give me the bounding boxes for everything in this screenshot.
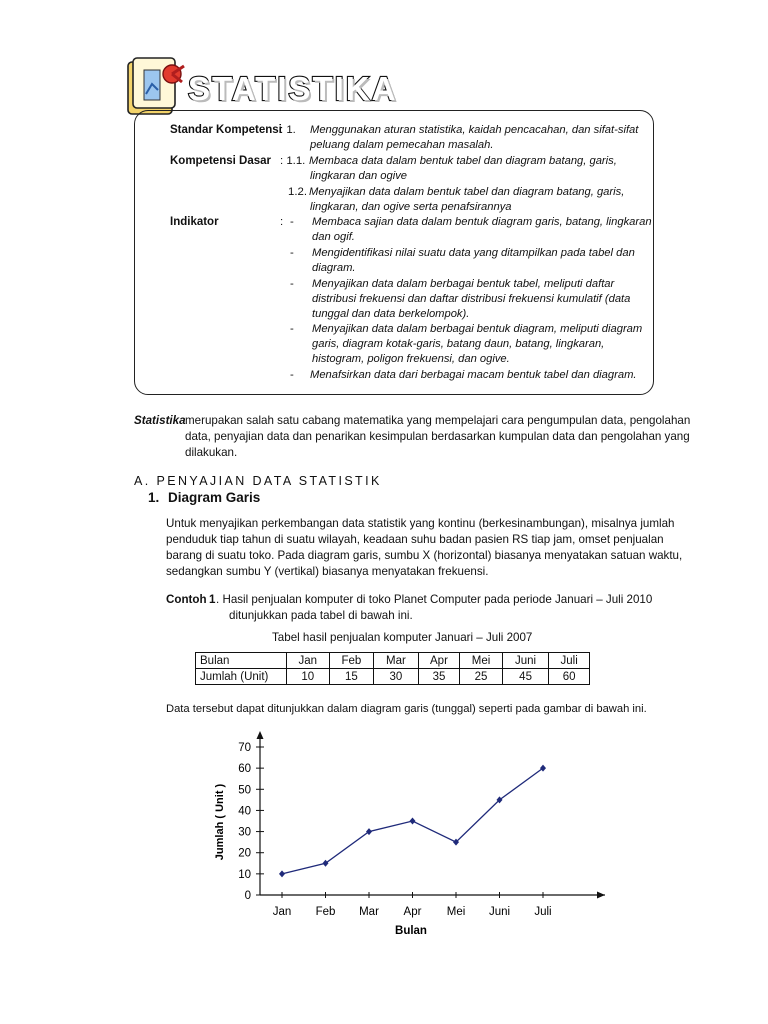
kd-2-text-1: Menyajikan data dalam bentuk tabel dan diagram batang, garis, bbox=[309, 186, 625, 198]
section-paragraph-line: Untuk menyajikan perkembangan data statistik yang kontinu (berkesinambungan), misalnya jumlah bbox=[166, 517, 675, 530]
table-cell: Jan bbox=[287, 653, 330, 669]
indicator-line: dan ogif. bbox=[312, 231, 355, 243]
standar-text-1: Menggunakan aturan statistika, kaidah pencacahan, dan sifat-sifat bbox=[310, 124, 639, 136]
x-tick-label: Feb bbox=[315, 906, 336, 918]
table-cell: Apr bbox=[418, 653, 460, 669]
example-number: 1 bbox=[209, 593, 216, 606]
table-cell: 35 bbox=[418, 669, 460, 685]
indicator-line: distribusi frekuensi dan daftar distribusi frekuensi kumulatif (data bbox=[312, 293, 631, 305]
indicator-dash: - bbox=[290, 323, 294, 335]
sales-table bbox=[195, 652, 590, 685]
kd-label: Kompetensi Dasar bbox=[170, 155, 271, 167]
table-cell: 60 bbox=[549, 669, 590, 685]
table-cell: Feb bbox=[329, 653, 374, 669]
y-tick-label: 10 bbox=[238, 868, 251, 881]
indicator-line: Menafsirkan data dari berbagai macam bentuk tabel dan diagram. bbox=[310, 369, 637, 381]
example-text-1: . Hasil penjualan komputer di toko Planet Computer pada periode Januari – Juli 2010 bbox=[216, 593, 653, 606]
indicator-line: garis, diagram kotak-garis, batang daun, batang, lingkaran, bbox=[312, 338, 605, 350]
example-text-2: ditunjukkan pada tabel di bawah ini. bbox=[229, 609, 413, 622]
subsection-title: Diagram Garis bbox=[168, 490, 261, 505]
indikator-label: Indikator bbox=[170, 216, 219, 228]
y-axis-arrow bbox=[257, 731, 264, 739]
section-paragraph-line: penduduk tiap tahun di suatu wilayah, keadaan suhu badan pasien RS tiap jam, omset penjualan bbox=[166, 533, 664, 546]
table-cell: Bulan bbox=[196, 653, 287, 669]
y-tick-label: 20 bbox=[238, 847, 251, 860]
standar-sep: : 1. bbox=[280, 124, 296, 136]
intro-term: Statistika bbox=[134, 414, 186, 427]
data-point bbox=[366, 828, 372, 835]
intro-line: merupakan salah satu cabang matematika yang mempelajari cara pengumpulan data, pengolahan bbox=[185, 414, 691, 427]
kd-1-text-2: lingkaran dan ogive bbox=[310, 170, 408, 182]
indicator-line: diagram. bbox=[312, 262, 356, 274]
standar-label: Standar Kompetensi bbox=[170, 124, 282, 136]
indicator-line: Menyajikan data dalam berbagai bentuk diagram, meliputi diagram bbox=[312, 323, 643, 335]
kd-1-num: : 1.1. bbox=[280, 155, 306, 167]
data-point bbox=[323, 860, 329, 867]
indicator-dash: - bbox=[290, 247, 294, 259]
section-heading: A. PENYAJIAN DATA STATISTIK bbox=[134, 474, 382, 488]
table-cell: Juni bbox=[502, 653, 549, 669]
data-point bbox=[279, 870, 285, 877]
line-chart bbox=[200, 725, 620, 950]
statistika-logo-icon bbox=[124, 56, 190, 118]
indicator-line: histogram, poligon frekuensi, dan ogive. bbox=[312, 353, 510, 365]
x-tick-label: Jan bbox=[272, 906, 292, 918]
y-tick-label: 70 bbox=[238, 742, 251, 754]
y-tick-label: 50 bbox=[238, 784, 251, 797]
x-tick-label: Mei bbox=[446, 906, 466, 918]
table-cell: Mar bbox=[374, 653, 419, 669]
indicator-line: Mengidentifikasi nilai suatu data yang ditampilkan pada tabel dan bbox=[312, 247, 635, 259]
indicator-dash: - bbox=[290, 278, 294, 290]
data-point bbox=[410, 818, 416, 825]
intro-line: dilakukan. bbox=[185, 446, 238, 459]
table-caption: Tabel hasil penjualan komputer Januari – Juli 2007 bbox=[272, 631, 533, 644]
table-cell: 15 bbox=[329, 669, 374, 685]
page-title: STATISTIKA bbox=[188, 70, 398, 107]
kd-2-text-2: lingkaran, dan ogive serta penafsirannya bbox=[310, 201, 512, 213]
section-paragraph-line: barang di suatu toko. Pada diagram garis, sumbu X (horizontal) biasanya menyatakan satuan waktu, bbox=[166, 549, 683, 562]
x-tick-label: Juli bbox=[534, 906, 552, 918]
intro-line: data, penyajian data dan penarikan kesimpulan berdasarkan kumpulan data dan pengolahan yang bbox=[185, 430, 690, 443]
table-cell: 25 bbox=[460, 669, 503, 685]
example-label: Contoh bbox=[166, 593, 207, 606]
kd-1-text-1: Membaca data dalam bentuk tabel dan diagram batang, garis, bbox=[309, 155, 617, 167]
x-tick-label: Juni bbox=[488, 906, 511, 918]
x-tick-label: Apr bbox=[403, 906, 422, 918]
table-cell: Juli bbox=[549, 653, 590, 669]
table-cell: 45 bbox=[502, 669, 549, 685]
section-paragraph-line: sedangkan sumbu Y (vertikal) biasanya menyatakan frekuensi. bbox=[166, 565, 489, 578]
x-tick-label: Mar bbox=[359, 906, 379, 918]
x-axis-arrow bbox=[597, 892, 605, 899]
table-row bbox=[196, 669, 590, 685]
indicator-line: Menyajikan data dalam berbagai bentuk tabel, meliputi daftar bbox=[312, 278, 615, 290]
table-cell: 30 bbox=[374, 669, 419, 685]
after-table-text: Data tersebut dapat ditunjukkan dalam diagram garis (tunggal) seperti pada gambar di bawah ini. bbox=[166, 703, 647, 715]
y-tick-label: 30 bbox=[238, 826, 251, 839]
indicator-line: tunggal dan data berkelompok). bbox=[312, 308, 470, 320]
y-axis-label: Jumlah ( Unit ) bbox=[214, 783, 226, 861]
indicator-dash: - bbox=[290, 216, 294, 228]
y-tick-label: 60 bbox=[238, 763, 251, 776]
data-point bbox=[540, 765, 546, 772]
indicator-dash: - bbox=[290, 369, 294, 381]
indicator-line: Membaca sajian data dalam bentuk diagram garis, batang, lingkaran bbox=[312, 216, 652, 228]
table-row bbox=[196, 653, 590, 669]
x-axis-label: Bulan bbox=[395, 925, 427, 937]
subsection-number: 1. bbox=[148, 490, 160, 505]
table-cell: Mei bbox=[460, 653, 503, 669]
table-cell: 10 bbox=[287, 669, 330, 685]
y-tick-label: 0 bbox=[244, 890, 251, 902]
standar-text-2: peluang dalam pemecahan masalah. bbox=[310, 139, 494, 151]
y-tick-label: 40 bbox=[238, 805, 251, 818]
indikator-sep: : bbox=[280, 216, 284, 228]
table-cell: Jumlah (Unit) bbox=[196, 669, 287, 685]
kd-2-num: 1.2. bbox=[288, 186, 307, 198]
